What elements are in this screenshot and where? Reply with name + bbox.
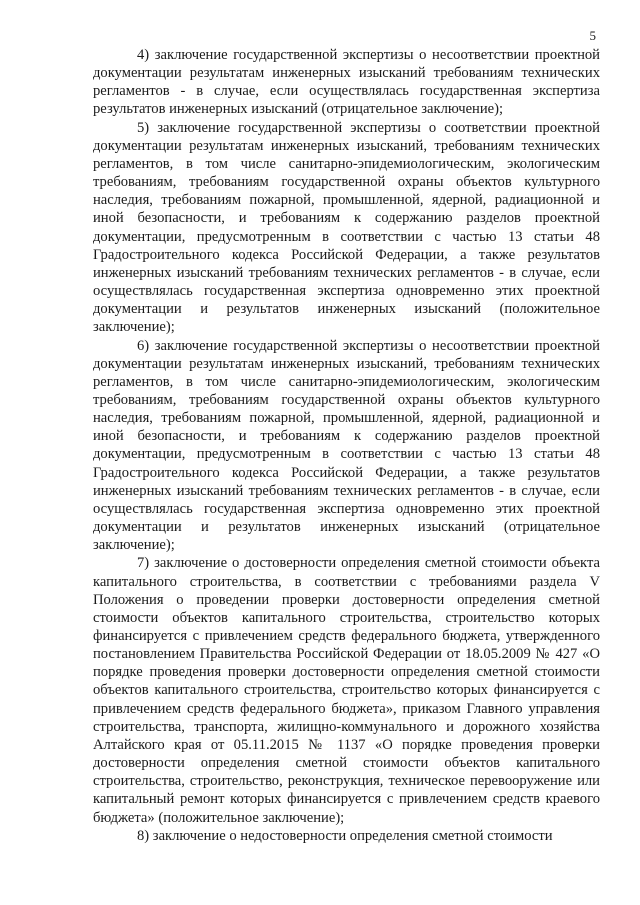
paragraph-item-4: 4) заключение государственной экспертизы о несоответствии проектной документации результатам инженерных изысканий требованиям технических регламентов - в случае, если осуществлялась государственная экспертиза результатов инженерных изысканий (отрицательное заключение); [93,47,600,118]
paragraph-item-8: 8) заключение о недостоверности определения сметной стоимости [137,827,553,844]
paragraph-item-5: 5) заключение государственной экспертизы о соответствии проектной документации результатам инженерных изысканий, требованиям технических регламентов, в том числе санитарно-эпидемиологическим, экологическим требованиям, требованиям государственной охраны объектов культурного наследия, требованиям пожарной, промышленной, ядерной, радиационной и иной безопасности, и требованиям к содержанию разделов проектной документации, предусмотренным в соответствии с частью 13 статьи 48 Градостроительного кодекса Российской Федерации, а также результатов инженерных изысканий требованиям технических регламентов - в случае, если осуществлялась государственная экспертиза одновременно этих проектной документации и результатов инженерных изысканий (положительное заключение); [93,119,600,336]
paragraph-item-6: 6) заключение государственной экспертизы о несоответствии проектной документации результатам инженерных изысканий, требованиям технических регламентов, в том числе санитарно-эпидемиологическим, экологическим требованиям, требованиям государственной охраны объектов культурного наследия, требованиям пожарной, промышленной, ядерной, радиационной и иной безопасности, и требованиям к содержанию разделов проектной документации, предусмотренным в соответствии с частью 13 статьи 48 Градостроительного кодекса Российской Федерации, а также результатов инженерных изысканий требованиям технических регламентов - в случае, если осуществлялась государственная экспертиза одновременно этих проектной документации и результатов инженерных изысканий (отрицательное заключение); [93,337,600,554]
body-text [93,46,600,845]
page-number: 5 [589,28,596,43]
paragraph-item-7: 7) заключение о достоверности определения сметной стоимости объекта капитального строительства, в соответствии с требованиями раздела V Положения о проведении проверки достоверности определения сметной стоимости объектов капитального строительства, строительство которых финансируется с привлечением средств федерального бюджета, утвержденного постановлением Правительства Российской Федерации от 18.05.2009 № 427 «О порядке проведения проверки достоверности определения сметной стоимости объектов капитального строительства, строительство которых финансируется с привлечением средств федерального бюджета», приказом Главного управления строительства, транспорта, жилищно-коммунального и дорожного хозяйства Алтайского края от 05.11.2015 № 1137 «О порядке проведения проверки достоверности определения сметной стоимости объектов капитального строительства, строительство, реконструкция, техническое перевооружение или капитальный ремонт которых финансируется с привлечением средств краевого бюджета» (положительное заключение); [93,555,600,826]
